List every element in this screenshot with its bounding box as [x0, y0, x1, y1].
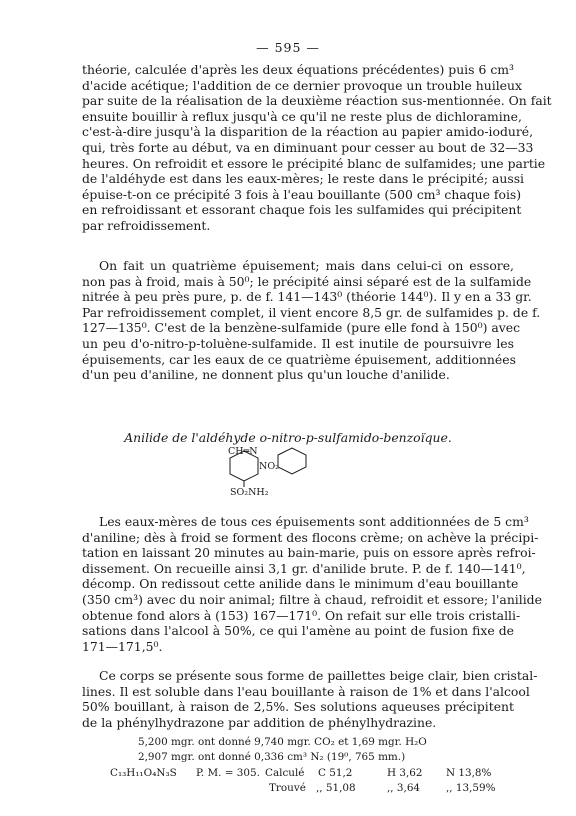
text-line: On fait un quatrième épuisement; mais dans celui-ci on essore, — [99, 258, 514, 273]
text-line: de l'aldéhyde est dans les eaux-mères; le reste dans le précipité; aussi — [82, 171, 525, 187]
text-line: 50% bouillant, à raison de 2,5%. Ses solutions aqueuses précipitent — [82, 699, 514, 715]
text-line: d'acide acétique; l'addition de ce dernier provoque un trouble huileux — [82, 77, 522, 93]
calculated-hydrogen: H 3,62 — [387, 767, 423, 779]
calculated-label: Calculé — [265, 767, 305, 779]
text-line: Les eaux-mères de tous ces épuisements sont additionnées de 5 cm³ — [99, 514, 529, 529]
text-line: dissement. On recueille ainsi 3,1 gr. d'anilide brute. P. de f. 140—141⁰, — [82, 560, 526, 576]
text-line: épuisements, car les eaux de ce quatrième épuisement, additionnées — [82, 351, 516, 367]
paragraph-1 — [82, 62, 552, 234]
text-line: c'est-à-dire jusqu'à la disparition de la réaction au papier amido-ioduré, — [82, 124, 534, 140]
text-line: d'un peu d'aniline, ne donnent plus qu'un louche d'anilide. — [82, 367, 450, 383]
text-line: 171—171,5⁰. — [82, 638, 163, 654]
molecular-formula: C₁₃H₁₁O₄N₃S — [110, 767, 177, 779]
text-line: ensuite bouillir à reflux jusqu'à ce qu'il ne reste plus de dichloramine, — [82, 108, 522, 124]
analysis-line-1: 5,200 mgr. ont donné 9,740 mgr. CO₂ et 1,69 mgr. H₂O — [138, 736, 427, 748]
text-line: sations dans l'alcool à 50%, ce qui l'amène au point de fusion fixe de — [82, 623, 514, 639]
text-line: un peu d'o-nitro-p-toluène-sulfamide. Il est inutile de poursuivre les — [82, 335, 514, 351]
calculated-carbon: C 51,2 — [318, 767, 353, 779]
found-label: Trouvé — [269, 782, 306, 794]
text-line: non pas à froid, mais à 50⁰; le précipité ainsi séparé est de la sulfamide — [82, 273, 532, 289]
paragraph-4 — [82, 668, 538, 730]
calculated-nitrogen: N 13,8% — [446, 767, 492, 779]
formula-no2: NO₂ — [259, 461, 279, 472]
text-line: d'aniline; dès à froid se forment des flocons crème; on achève la précipi- — [82, 529, 539, 545]
text-line: décomp. On redissout cette anilide dans le minimum d'eau bouillante — [82, 576, 519, 592]
text-line: par suite de la réalisation de la deuxième réaction sus-mentionnée. On fait — [82, 93, 552, 109]
text-line: tation en laissant 20 minutes au bain-marie, puis on essore après refroi- — [82, 545, 536, 561]
formula-ch-n: CH═N — [228, 446, 258, 457]
text-line: (350 cm³) avec du noir animal; filtre à chaud, refroidit et essore; l'anilide — [82, 591, 542, 607]
structural-formula — [220, 447, 330, 499]
formula-so2nh2: SO₂NH₂ — [230, 487, 269, 498]
analysis-line-2: 2,907 mgr. ont donné 0,336 cm³ N₂ (19⁰, 765 mm.) — [138, 751, 406, 763]
text-line: qui, très forte au début, va en diminuant pour cesser au bout de 32—33 — [82, 139, 534, 155]
paragraph-3 — [82, 514, 542, 654]
text-line: Ce corps se présente sous forme de paillettes beige clair, bien cristal- — [99, 668, 538, 683]
found-carbon: ,, 51,08 — [316, 782, 356, 794]
text-line: épuise-t-on ce précipité 3 fois à l'eau bouillante (500 cm³ chaque fois) — [82, 186, 522, 202]
text-line: par refroidissement. — [82, 217, 211, 233]
page-number: — 595 — — [256, 40, 320, 55]
molecular-weight: P. M. = 305. — [196, 767, 260, 779]
text-line: 127—135⁰. C'est de la benzène-sulfamide (pure elle fond à 150⁰) avec — [82, 320, 521, 336]
text-line: nitrée à peu près pure, p. de f. 141—143⁰ (théorie 144⁰). Il y en a 33 gr. — [82, 289, 532, 305]
paragraph-2 — [82, 258, 541, 383]
found-hydrogen: ,, 3,64 — [387, 782, 421, 794]
text-line: lines. Il est soluble dans l'eau bouillante à raison de 1% et dans l'alcool — [82, 683, 530, 699]
text-line: de la phénylhydrazone par addition de phénylhydrazine. — [82, 714, 437, 730]
section-heading: Anilide de l'aldéhyde o-nitro-p-sulfamido-benzoïque. — [124, 430, 452, 445]
text-line: obtenue fond alors à (153) 167—171⁰. On refait sur elle trois cristalli- — [82, 607, 521, 623]
text-line: Par refroidissement complet, il vient encore 8,5 gr. de sulfamides p. de f. — [82, 304, 541, 320]
text-line: théorie, calculée d'après les deux équations précédentes) puis 6 cm³ — [82, 62, 514, 77]
found-nitrogen: ,, 13,59% — [446, 782, 496, 794]
text-line: en refroidissant et essorant chaque fois les sulfamides qui précipitent — [82, 202, 522, 218]
text-line: heures. On refroidit et essore le précipité blanc de sulfamides; une partie — [82, 155, 546, 171]
